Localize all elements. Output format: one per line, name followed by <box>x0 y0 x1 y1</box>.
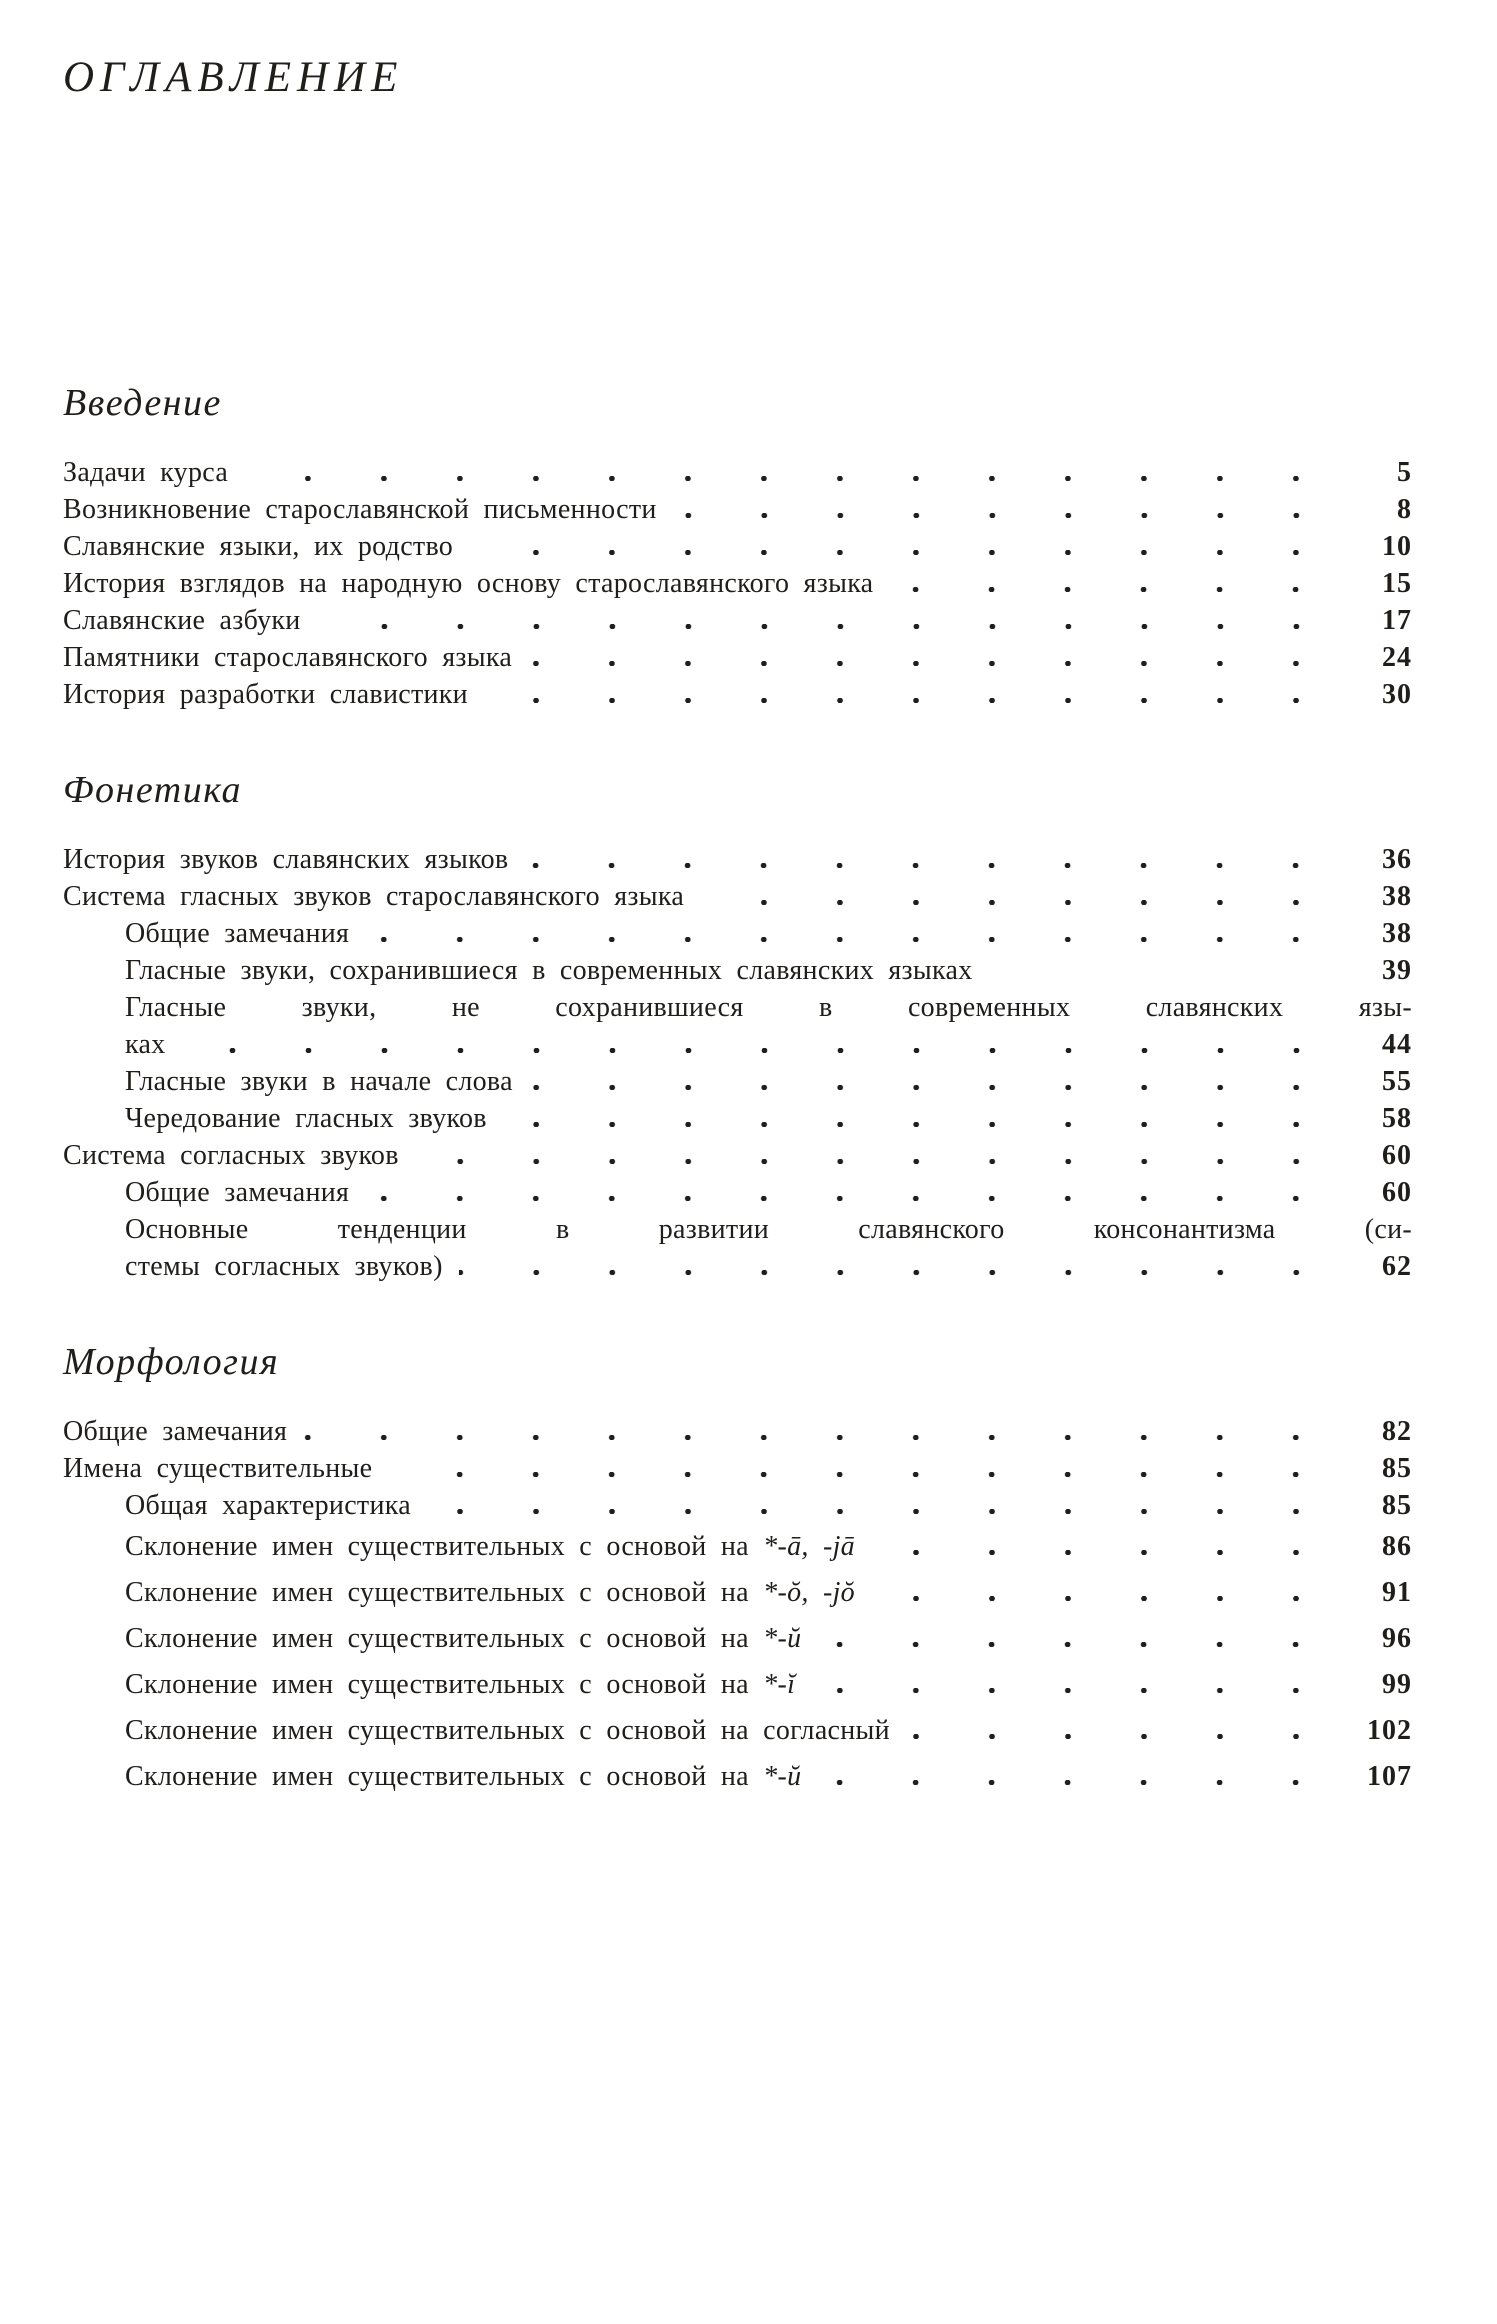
toc-section <box>63 767 1412 1285</box>
entry-title: Общие замечания <box>125 918 350 949</box>
entry-page-number: 107 <box>1367 1761 1412 1792</box>
toc-entry <box>63 565 1412 602</box>
dot-leader <box>244 476 1334 481</box>
dot-leader <box>673 513 1334 518</box>
toc-entry <box>63 1754 1412 1800</box>
toc-section <box>63 380 1412 713</box>
dot-leader <box>817 1642 1334 1647</box>
entry-title: История звуков славянских языков <box>63 844 509 875</box>
entry-stem: *-ŭ <box>763 1623 802 1654</box>
dot-leader <box>889 587 1334 592</box>
dot-leader <box>871 1550 1334 1555</box>
toc-entry <box>63 639 1412 676</box>
dot-leader <box>317 624 1334 629</box>
section-heading: Фонетика <box>63 769 243 811</box>
entry-page-number: 55 <box>1382 1066 1412 1097</box>
toc-entry <box>63 1137 1412 1174</box>
toc-entry <box>63 676 1412 713</box>
entry-page-number: 99 <box>1382 1669 1412 1700</box>
entry-title: ках <box>125 1029 166 1060</box>
toc-entry <box>63 1450 1412 1487</box>
entry-title: Склонение имен существительных с основой на <box>125 1669 764 1700</box>
entry-title: стемы согласных звуков) <box>125 1251 443 1282</box>
dot-leader <box>415 1159 1334 1164</box>
entry-title: Возникновение старославянской письменности <box>63 494 657 525</box>
toc-entry <box>63 1413 1412 1450</box>
entry-title: Славянские языки, их родство <box>63 531 454 562</box>
section-rows <box>63 841 1412 1285</box>
dot-leader <box>906 1734 1334 1739</box>
section-rows <box>63 454 1412 713</box>
entry-stem: *-ĭ <box>763 1669 796 1700</box>
entry-title: Общая характеристика <box>125 1490 411 1521</box>
dot-leader <box>503 1122 1334 1127</box>
dot-leader <box>365 1196 1334 1201</box>
entry-page-number: 36 <box>1382 844 1412 875</box>
toc-entry <box>63 841 1412 878</box>
entry-title: Склонение имен существительных с основой на согласный <box>125 1715 890 1746</box>
entry-title: Основные тенденции в развитии славянского консонантизма (си- <box>125 1214 1412 1245</box>
entry-page-number: 5 <box>1397 457 1412 488</box>
entry-title: Система гласных звуков старославянского языка <box>63 881 685 912</box>
entry-title: Склонение имен существительных с основой на <box>125 1531 764 1562</box>
entry-page-number: 58 <box>1382 1103 1412 1134</box>
entry-page-number: 91 <box>1382 1577 1412 1608</box>
toc-entry <box>63 1211 1412 1248</box>
entry-page-number: 39 <box>1382 955 1412 986</box>
entry-page-number: 85 <box>1382 1490 1412 1521</box>
dot-leader <box>459 1270 1334 1275</box>
entry-title: Славянские азбуки <box>63 605 301 636</box>
entry-page-number: 60 <box>1382 1140 1412 1171</box>
dot-leader <box>469 550 1334 555</box>
entry-stem: *-ŭ <box>763 1761 802 1792</box>
entry-title: Склонение имен существительных с основой на <box>125 1761 764 1792</box>
entry-title: Склонение имен существительных с основой на <box>125 1577 764 1608</box>
toc-entry <box>63 1248 1412 1285</box>
section-heading: Морфология <box>63 1341 280 1383</box>
toc-entry <box>63 454 1412 491</box>
entry-title: Общие замечания <box>125 1177 350 1208</box>
entry-page-number: 38 <box>1382 918 1412 949</box>
entry-stem: *-ŏ, -jŏ <box>763 1577 855 1608</box>
toc-entry <box>63 1063 1412 1100</box>
dot-leader <box>524 863 1334 868</box>
entry-page-number: 24 <box>1382 642 1412 673</box>
toc-entry <box>63 1487 1412 1524</box>
dot-leader <box>528 661 1334 666</box>
entry-title: Система согласных звуков <box>63 1140 399 1171</box>
entry-page-number: 86 <box>1382 1531 1412 1562</box>
entry-page-number: 44 <box>1382 1029 1412 1060</box>
toc-entry <box>63 1524 1412 1570</box>
dot-leader <box>365 937 1334 942</box>
entry-page-number: 60 <box>1382 1177 1412 1208</box>
section-rows <box>63 1413 1412 1800</box>
table-of-contents <box>63 380 1412 1800</box>
toc-entry <box>63 491 1412 528</box>
entry-title: Чередование гласных звуков <box>125 1103 487 1134</box>
entry-page-number: 15 <box>1382 568 1412 599</box>
toc-entry <box>63 602 1412 639</box>
dot-leader <box>303 1435 1334 1440</box>
entry-title: Склонение имен существительных с основой на <box>125 1623 764 1654</box>
entry-stem: *-ā, -jā <box>763 1531 855 1562</box>
entry-title: Гласные звуки в начале слова <box>125 1066 513 1097</box>
toc-entry <box>63 878 1412 915</box>
dot-leader <box>529 1085 1334 1090</box>
toc-entry <box>63 1708 1412 1754</box>
entry-page-number: 10 <box>1382 531 1412 562</box>
toc-entry <box>63 528 1412 565</box>
entry-page-number: 38 <box>1382 881 1412 912</box>
entry-title: Имена существительные <box>63 1453 373 1484</box>
dot-leader <box>388 1472 1334 1477</box>
entry-title: Гласные звуки, сохранившиеся в современных славянских языках <box>125 955 973 986</box>
entry-title: История разработки славистики <box>63 679 468 710</box>
entry-page-number: 30 <box>1382 679 1412 710</box>
toc-entry <box>63 989 1412 1026</box>
entry-title: История взглядов на народную основу старославянского языка <box>63 568 874 599</box>
dot-leader <box>811 1688 1334 1693</box>
toc-entry <box>63 1026 1412 1063</box>
dot-leader <box>871 1596 1334 1601</box>
entry-title: Памятники старославянского языка <box>63 642 513 673</box>
toc-section <box>63 1339 1412 1800</box>
toc-entry <box>63 1174 1412 1211</box>
dot-leader <box>182 1048 1334 1053</box>
entry-page-number: 62 <box>1382 1251 1412 1282</box>
toc-entry <box>63 1100 1412 1137</box>
toc-entry <box>63 1662 1412 1708</box>
toc-entry <box>63 952 1412 989</box>
toc-entry <box>63 1570 1412 1616</box>
dot-leader <box>484 698 1334 703</box>
entry-page-number: 96 <box>1382 1623 1412 1654</box>
dot-leader <box>700 900 1334 905</box>
entry-title: Гласные звуки, не сохранившиеся в современных славянских язы- <box>125 992 1412 1023</box>
entry-page-number: 8 <box>1397 494 1412 525</box>
entry-page-number: 17 <box>1382 605 1412 636</box>
section-heading: Введение <box>63 382 222 424</box>
entry-page-number: 85 <box>1382 1453 1412 1484</box>
entry-page-number: 102 <box>1367 1715 1412 1746</box>
dot-leader <box>427 1509 1334 1514</box>
dot-leader <box>817 1780 1334 1785</box>
entry-title: Задачи курса <box>63 457 229 488</box>
page-title: ОГЛАВЛЕНИЕ <box>63 54 404 101</box>
toc-entry <box>63 1616 1412 1662</box>
entry-page-number: 82 <box>1382 1416 1412 1447</box>
toc-entry <box>63 915 1412 952</box>
entry-title: Общие замечания <box>63 1416 288 1447</box>
